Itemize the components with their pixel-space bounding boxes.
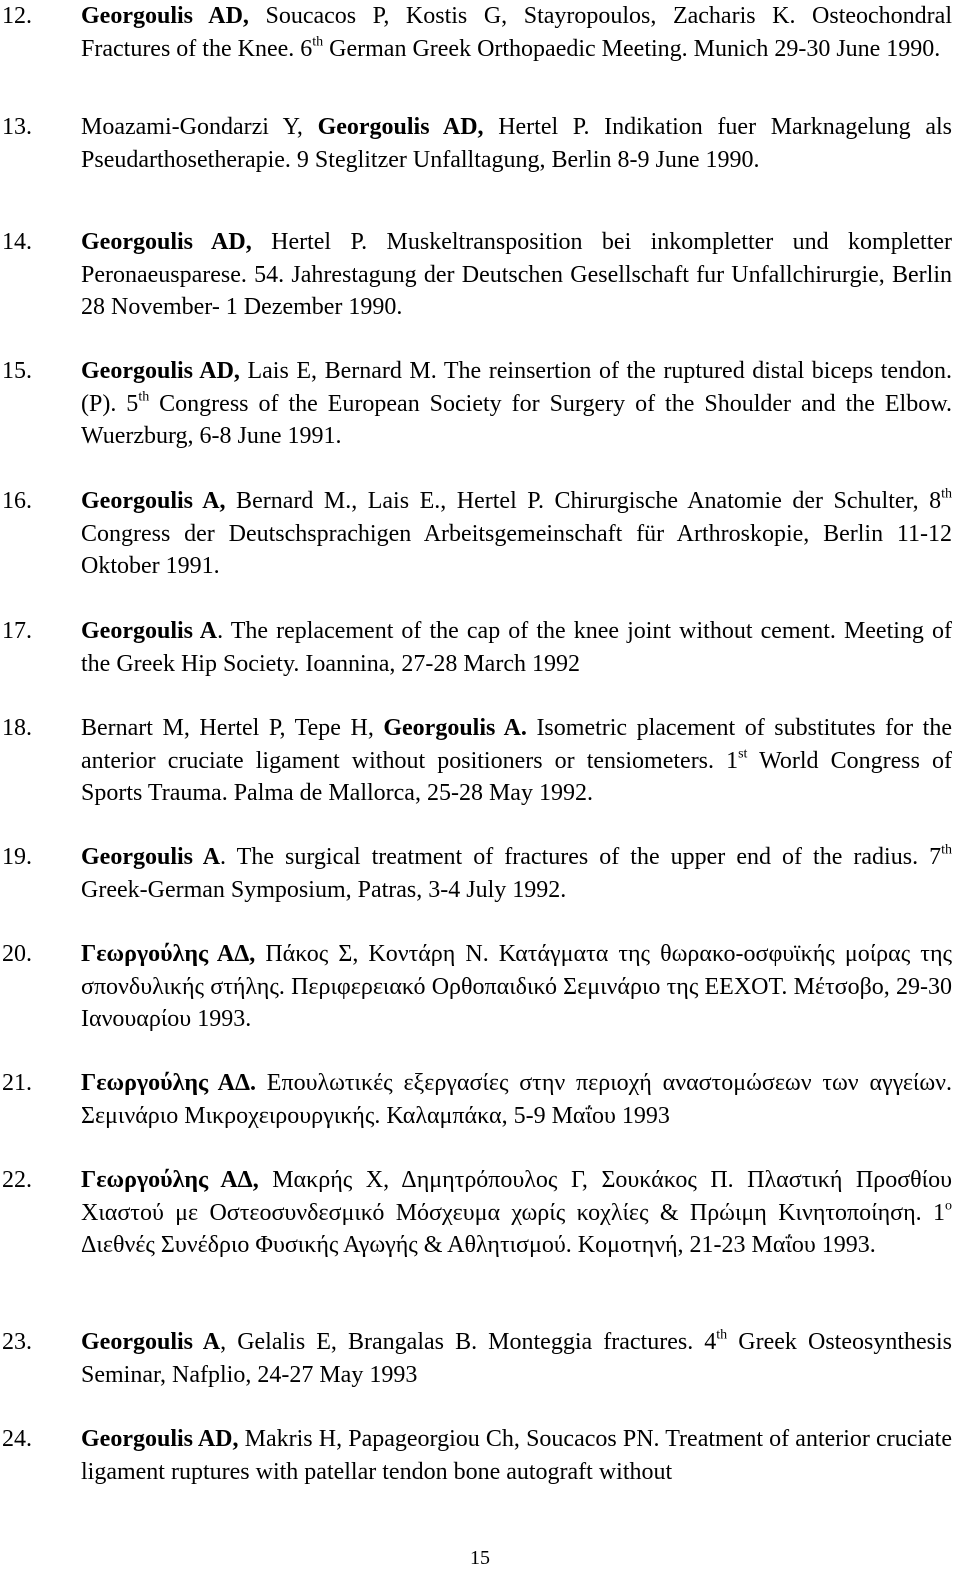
reference-number: 23.	[2, 1329, 32, 1355]
reference-text	[81, 355, 952, 453]
reference-text	[81, 226, 952, 324]
reference-text-segment: Διεθνές Συνέδριο Φυσικής Αγωγής & Αθλητισμού. Κομοτηνή, 21-23 Μαΐου 1993.	[81, 1232, 876, 1258]
reference-text-segment: Moazami-Gondarzi Y,	[81, 114, 318, 140]
ordinal-superscript: th	[312, 34, 324, 49]
reference-number: 15.	[2, 358, 32, 384]
ordinal-superscript: st	[738, 746, 748, 761]
reference-text-segment: German Greek Orthopaedic Meeting. Munich 29-30 June 1990.	[323, 35, 941, 62]
reference-text	[81, 615, 952, 680]
reference-text-segment: . The surgical treatment of fractures of the upper end of the radius. 7	[220, 844, 942, 870]
author-name-bold: Georgoulis AD,	[317, 114, 484, 140]
author-name-bold: Georgoulis AD,	[81, 358, 240, 384]
reference-text-segment: Επουλωτικές εξεργασίες στην περιοχή αναστομώσεων των αγγείων. Σεμινάριο Μικροχειρουργικής. Καλαμπάκα, 5-9 Μαΐου 1993	[81, 1070, 953, 1129]
reference-text	[81, 712, 952, 810]
ordinal-superscript: th	[941, 842, 952, 858]
reference-number: 24.	[2, 1426, 32, 1452]
reference-text-segment: Bernard M., Lais E., Hertel P. Chirurgische Anatomie der Schulter, 8	[225, 488, 942, 514]
reference-text-segment: Lais E, Bernard M. The reinsertion of the ruptured distal biceps tendon. (P). 5	[81, 358, 953, 417]
reference-text-segment: . The replacement of the cap of the knee joint without cement. Meeting of the Greek Hip Society. Ioannina, 27-28 March 1992	[81, 618, 952, 677]
page-number: 15	[470, 1547, 490, 1569]
reference-text-segment: Πάκος Σ, Κοντάρη Ν. Κατάγματα της θωρακο-οσφυϊκής μοίρας της σπονδυλικής στήλης. Περιφερειακό Ορθοπαιδικό Σεμινάριο της ΕΕΧΟΤ. Μέτσοβο, 29-30 Ιανουαρίου 1993.	[81, 941, 952, 1032]
reference-number: 20.	[2, 941, 32, 967]
author-name-bold: Γεωργούλης ΑΔ,	[81, 1167, 259, 1193]
reference-number: 19.	[2, 844, 32, 870]
reference-text-segment: World Congress of Sports Trauma. Palma de Mallorca, 25-28 May 1992.	[81, 747, 952, 806]
reference-text	[81, 1423, 952, 1488]
reference-text-segment: Congress of the European Society for Surgery of the Shoulder and the Elbow. Wuerzburg, 6-8 June 1991.	[81, 390, 952, 449]
reference-number: 21.	[2, 1070, 32, 1096]
reference-text	[81, 1067, 952, 1132]
reference-number: 22.	[2, 1167, 32, 1193]
author-name-bold: Georgoulis AD,	[81, 3, 249, 29]
reference-text-segment: Bernart M, Hertel P, Tepe H,	[81, 715, 384, 741]
reference-text	[81, 485, 952, 583]
reference-text-segment: , Gelalis E, Brangalas B. Monteggia fractures. 4	[220, 1329, 717, 1355]
author-name-bold: Georgoulis AD,	[81, 1426, 239, 1452]
reference-text-segment: Makris H, Papageorgiou Ch, Soucacos PN. Treatment of anterior cruciate ligament ruptures with patellar tendon bone autograft without	[81, 1426, 952, 1485]
ordinal-superscript: th	[941, 486, 952, 502]
ordinal-superscript: th	[716, 1327, 728, 1343]
reference-number: 16.	[2, 488, 32, 514]
reference-number: 13.	[2, 114, 32, 140]
author-name-bold: Georgoulis A	[81, 844, 221, 870]
reference-text	[81, 0, 952, 65]
reference-number: 14.	[2, 229, 32, 255]
ordinal-superscript: th	[138, 389, 150, 404]
author-name-bold: Γεωργούλης ΑΔ.	[81, 1070, 256, 1096]
reference-text-segment: Hertel P. Indikation fuer Marknagelung als Pseudarthosetherapie. 9 Steglitzer Unfalltagung, Berlin 8-9 June 1990.	[81, 114, 952, 173]
author-name-bold: Georgoulis AD,	[81, 229, 252, 255]
reference-text-segment: Hertel P. Muskeltransposition bei inkompletter und kompletter Peronaeusparese. 54. Jahrestagung der Deutschen Gesellschaft fur Unfallchirurgie, Berlin 28 November- 1 Dezember 1990.	[81, 229, 953, 320]
reference-text	[81, 938, 952, 1036]
author-name-bold: Georgoulis A,	[81, 488, 226, 514]
reference-text-segment: Greek Osteosynthesis Seminar, Nafplio, 24-27 May 1993	[81, 1329, 952, 1388]
reference-text	[81, 111, 952, 176]
reference-text-segment: Congress der Deutschsprachigen Arbeitsgemeinschaft für Arthroskopie, Berlin 11-12 Oktober 1991.	[81, 520, 952, 579]
ordinal-superscript: ο	[945, 1198, 952, 1213]
reference-number: 17.	[2, 618, 32, 644]
reference-text-segment: Greek-German Symposium, Patras, 3-4 July 1992.	[81, 876, 567, 903]
reference-text-segment: Soucacos P, Kostis G, Stayropoulos, Zacharis K. Osteochondral Fractures of the Knee. 6	[81, 3, 952, 62]
reference-text	[81, 841, 952, 906]
reference-number: 12.	[2, 3, 32, 29]
author-name-bold: Georgoulis A.	[383, 715, 527, 741]
author-name-bold: Γεωργούλης ΑΔ,	[81, 941, 256, 967]
reference-text-segment: Isometric placement of substitutes for the anterior cruciate ligament without positioners or tensiometers. 1	[81, 715, 952, 774]
reference-text	[81, 1164, 952, 1262]
reference-text	[81, 1326, 952, 1391]
reference-number: 18.	[2, 715, 32, 741]
author-name-bold: Georgoulis A	[81, 1329, 221, 1355]
author-name-bold: Georgoulis A	[81, 618, 218, 644]
reference-text-segment: Μακρής Χ, Δημητρόπουλος Γ, Σουκάκος Π. Πλαστική Προσθίου Χιαστού με Οστεοσυνδεσμικό Μόσχευμα χωρίς κοχλίες & Πρώιμη Κινητοποίηση. 1	[81, 1167, 952, 1226]
